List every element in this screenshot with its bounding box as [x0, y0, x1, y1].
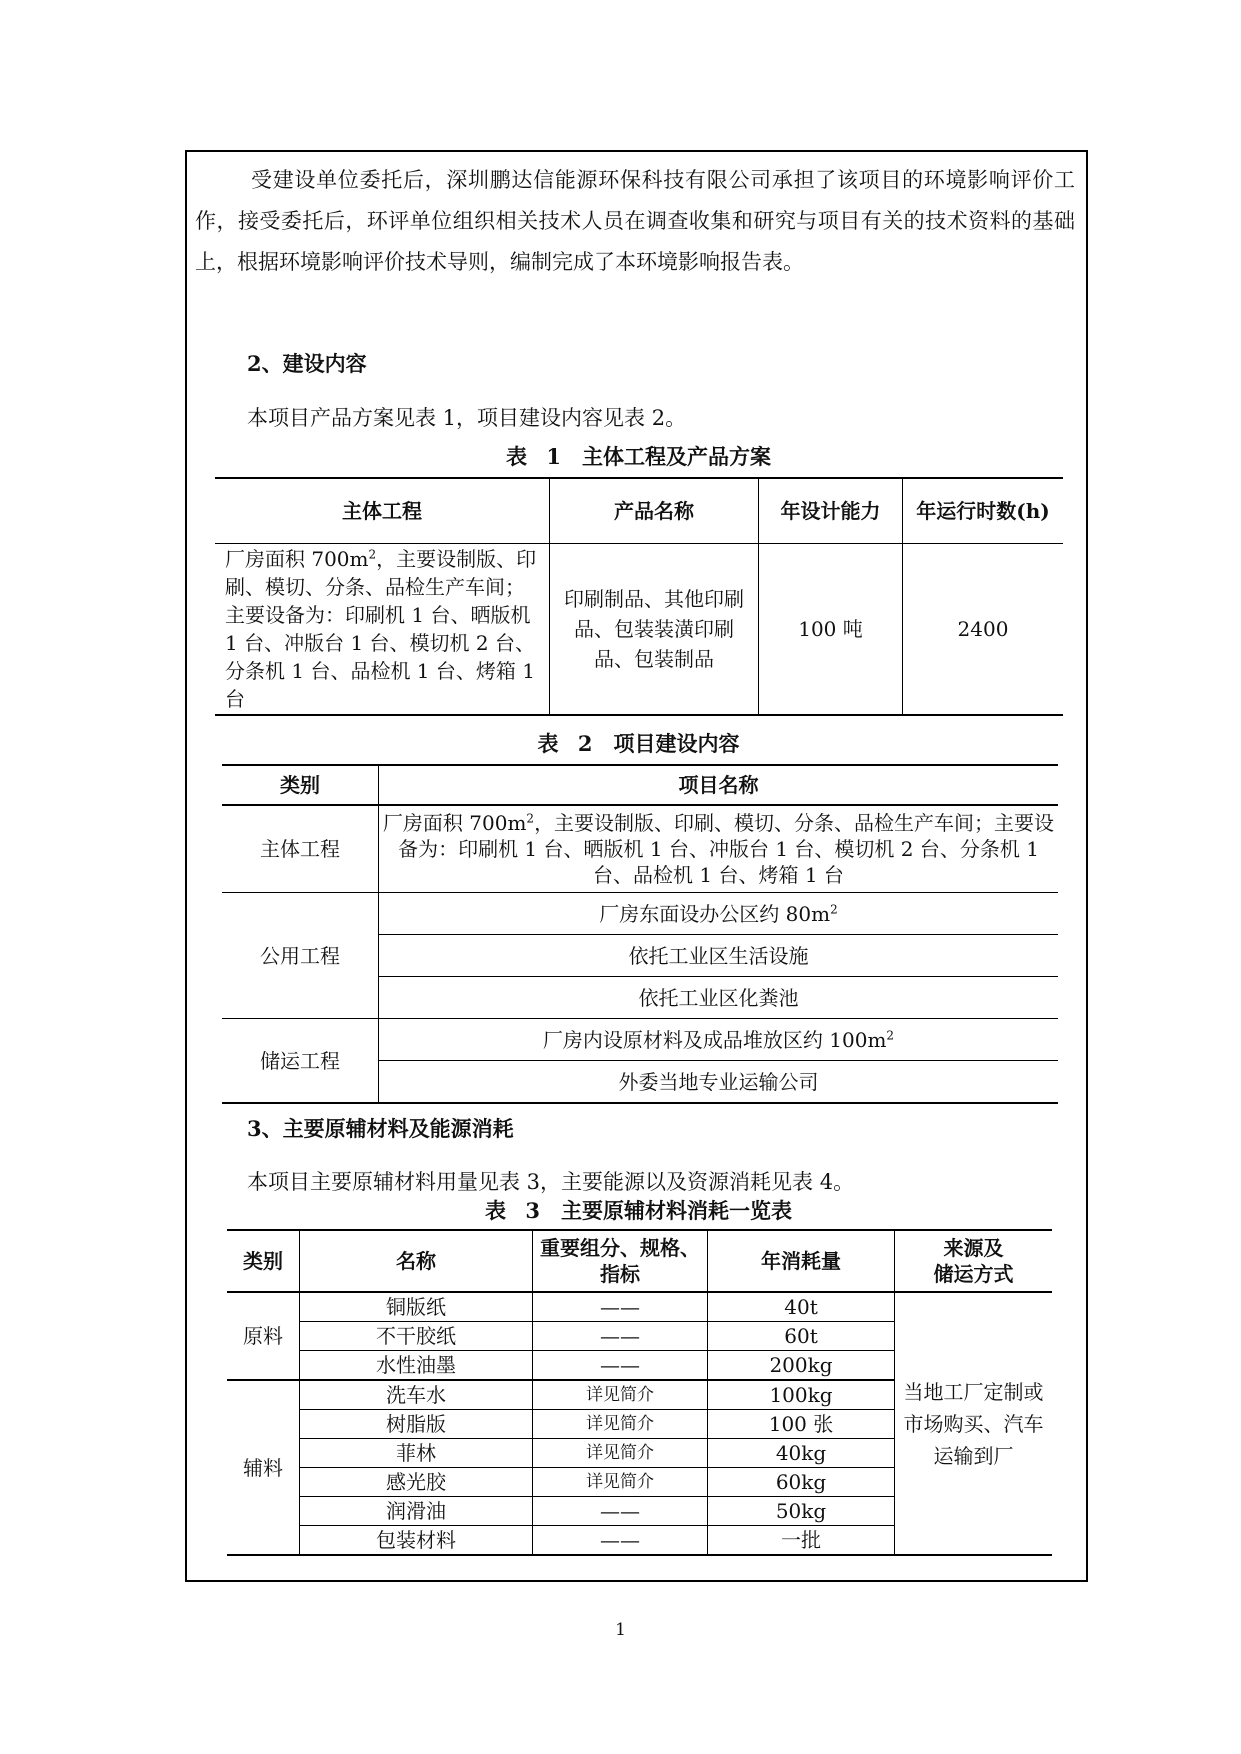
spec-cell: 详见简介 — [533, 1410, 708, 1439]
item-cell: 依托工业区生活设施 — [379, 935, 1059, 977]
table-header-cell: 名称 — [300, 1230, 533, 1292]
spec-cell: 详见简介 — [533, 1439, 708, 1468]
spec-cell: —— — [533, 1351, 708, 1381]
table-header-cell: 主体工程 — [215, 478, 550, 544]
amount-cell: 40kg — [708, 1439, 895, 1468]
section-2-heading: 2、建设内容 — [247, 351, 367, 376]
table-header-cell: 产品名称 — [550, 478, 759, 544]
spec-cell: —— — [533, 1526, 708, 1556]
amount-cell: 40t — [708, 1292, 895, 1322]
name-cell: 感光胶 — [300, 1468, 533, 1497]
table-header-cell: 重要组分、规格、 指标 — [533, 1230, 708, 1292]
table-header-cell: 项目名称 — [379, 765, 1059, 805]
table-header-row — [222, 765, 1058, 805]
name-cell: 洗车水 — [300, 1380, 533, 1410]
item-cell: 依托工业区化粪池 — [379, 977, 1059, 1019]
amount-cell: 60kg — [708, 1468, 895, 1497]
spec-cell: —— — [533, 1322, 708, 1351]
table-row — [227, 1292, 1052, 1322]
spec-cell: 详见简介 — [533, 1468, 708, 1497]
amount-cell: 50kg — [708, 1497, 895, 1526]
table-header-cell: 类别 — [222, 765, 379, 805]
spec-cell: 详见简介 — [533, 1380, 708, 1410]
product-cell: 印刷制品、其他印刷品、包装装潢印刷品、包装制品 — [550, 544, 759, 716]
table-header-cell: 年运行时数(h) — [903, 478, 1064, 544]
category-cell: 原料 — [227, 1292, 300, 1380]
table-1-caption: 表 1 主体工程及产品方案 — [506, 444, 771, 469]
table-header-cell: 年设计能力 — [759, 478, 903, 544]
name-cell: 水性油墨 — [300, 1351, 533, 1381]
name-cell: 润滑油 — [300, 1497, 533, 1526]
table-header-cell: 年消耗量 — [708, 1230, 895, 1292]
category-cell: 辅料 — [227, 1380, 300, 1555]
intro-paragraph: 受建设单位委托后，深圳鹏达信能源环保科技有限公司承担了该项目的环境影响评价工作，接受委托后，环评单位组织相关技术人员在调查收集和研究与项目有关的技术资料的基础上，根据环境影响评价技术导则，编制完成了本环境影响报告表。 — [195, 168, 1075, 274]
page-number: 1 — [615, 1620, 626, 1640]
table-row — [215, 544, 1063, 716]
item-cell: 厂房面积 $700m^2$，主要设制版、印刷、模切、分条、品检生产车间；主要设备为：印刷机 1 台、晒版机 1 台、冲版台 1 台、模切机 2 台、分条机 1 台、品检机 1 台、烤箱 1 台 — [379, 805, 1059, 893]
section-3-text: 本项目主要原辅材料用量见表 3，主要能源以及资源消耗见表 4。 — [247, 1170, 855, 1194]
source-cell: 当地工厂定制或市场购买、汽车运输到厂 — [903, 1379, 1044, 1468]
section-3-heading: 3、主要原辅材料及能源消耗 — [247, 1116, 514, 1141]
amount-cell: 200kg — [708, 1351, 895, 1381]
section-2-text: 本项目产品方案见表 1，项目建设内容见表 2。 — [247, 406, 687, 430]
name-cell: 包装材料 — [300, 1526, 533, 1556]
amount-cell: 60t — [708, 1322, 895, 1351]
name-cell: 不干胶纸 — [300, 1322, 533, 1351]
category-cell: 公用工程 — [222, 893, 379, 1019]
hours-cell: 2400 — [957, 617, 1009, 641]
table-header-row — [227, 1230, 1052, 1292]
table-3-caption: 表 3 主要原辅材料消耗一览表 — [485, 1198, 792, 1223]
item-cell: 外委当地专业运输公司 — [618, 1069, 819, 1094]
table-row — [222, 893, 1058, 935]
table-row — [222, 1019, 1058, 1061]
spec-cell: —— — [533, 1497, 708, 1526]
item-cell: 厂房东面设办公区约 $80m^2$ — [379, 893, 1059, 935]
capacity-cell: 100 吨 — [759, 544, 903, 716]
table-header-cell: 来源及 储运方式 — [895, 1230, 1053, 1292]
category-cell: 储运工程 — [222, 1019, 379, 1104]
item-cell: 厂房内设原材料及成品堆放区约 $100m^2$ — [379, 1019, 1059, 1061]
table-3 — [227, 1229, 1052, 1556]
table-1 — [215, 477, 1063, 716]
table-header-cell: 类别 — [227, 1230, 300, 1292]
spec-cell: —— — [533, 1292, 708, 1322]
table-row — [222, 805, 1058, 893]
name-cell: 树脂版 — [300, 1410, 533, 1439]
table-header-row — [215, 478, 1063, 544]
name-cell: 菲林 — [300, 1439, 533, 1468]
amount-cell: 一批 — [708, 1526, 895, 1556]
amount-cell: 100 张 — [708, 1410, 895, 1439]
amount-cell: 100kg — [708, 1380, 895, 1410]
main-project-cell: 厂房面积 $700m^2$，主要设制版、印刷、模切、分条、品检生产车间；主要设备为：印刷机 1 台、晒版机 1 台、冲版台 1 台、模切机 2 台、分条机 1 台、品检机 1 台、烤箱 1 台 — [215, 544, 550, 716]
name-cell: 铜版纸 — [300, 1292, 533, 1322]
page-frame — [185, 150, 1088, 1582]
table-2 — [222, 764, 1058, 1104]
table-2-caption: 表 2 项目建设内容 — [537, 731, 740, 756]
category-cell: 主体工程 — [222, 805, 379, 893]
